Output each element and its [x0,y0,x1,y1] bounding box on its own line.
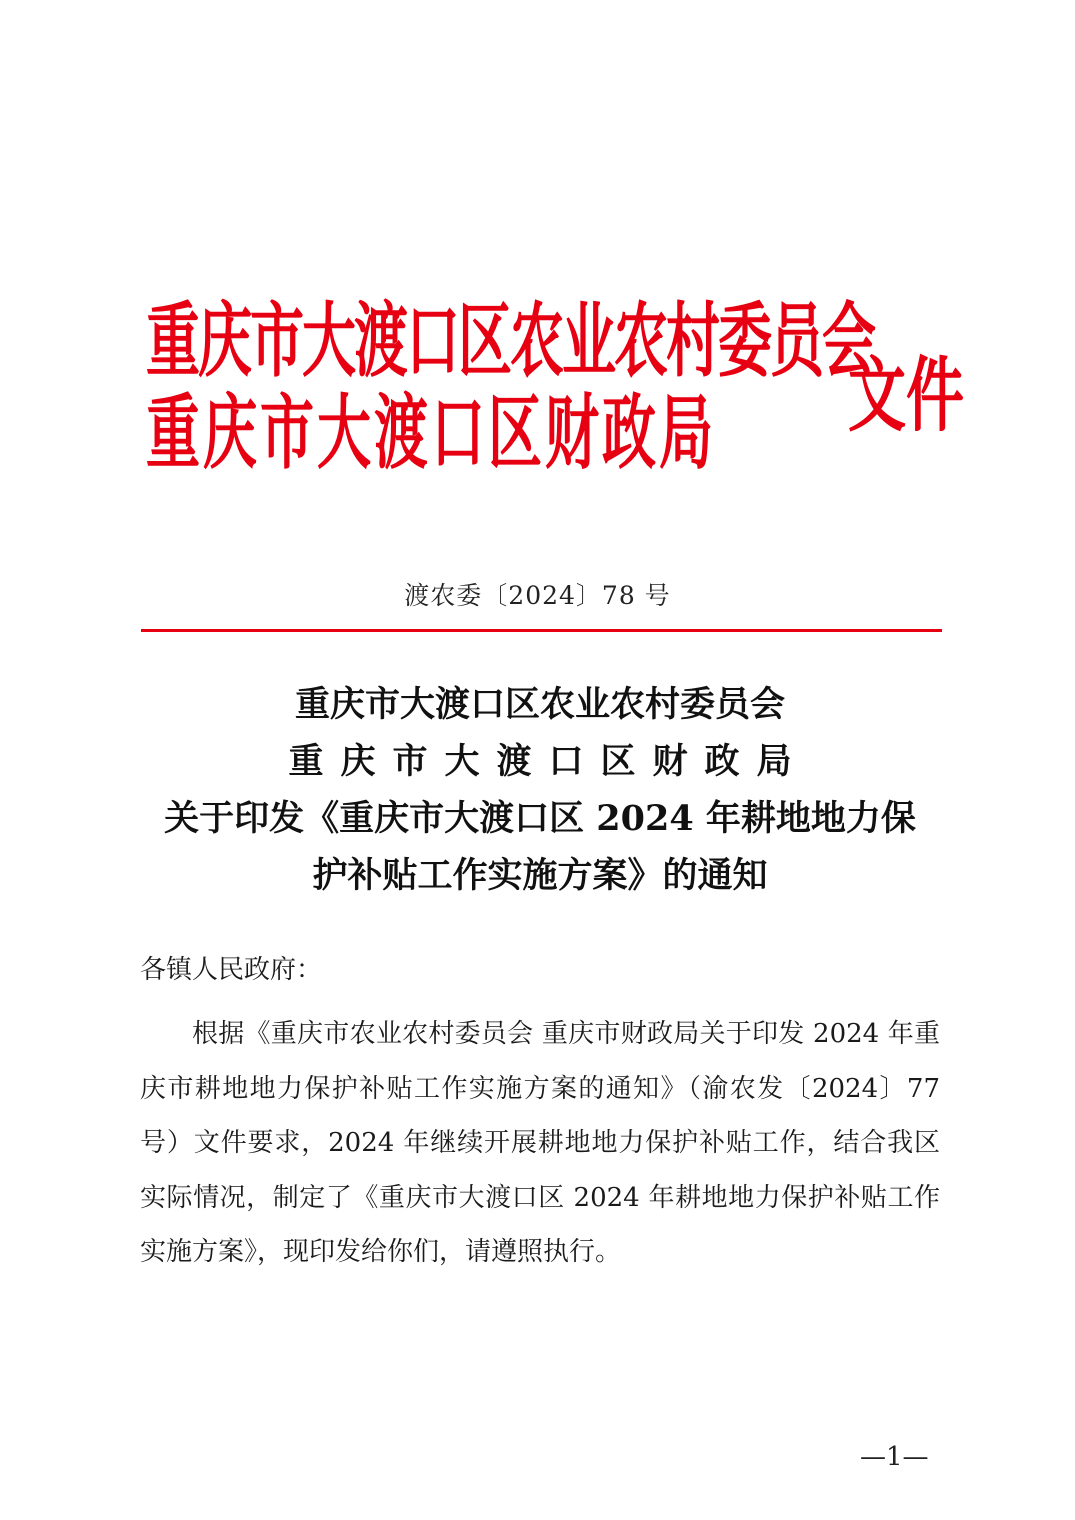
masthead-org-agriculture-committee: 重庆市大渡口区农业农村委员会 [146,292,874,389]
document-title [140,676,940,904]
red-masthead [0,0,1075,520]
title-line-4: 护补贴工作实施方案》的通知 [312,855,768,896]
masthead-issuing-organizations [146,292,874,482]
document-number: 渡农委〔2024〕78 号 [404,581,671,610]
body-paragraph: 根据《重庆市农业农村委员会 重庆市财政局关于印发 2024 年重庆市耕地地力保护补贴工作实施方案的通知》（渝农发〔2024〕77 号）文件要求，2024 年继续开展耕地地力保护补贴工作，结合我区实际情况，制定了《重庆市大渡口区 2024 年耕地地力保护补贴工作实施方案》，现印发给你们，请遵照执行。 [140,1019,940,1267]
masthead-org-finance-bureau: 重庆市大渡口区财政局 [146,384,716,481]
title-line-2: 重庆市大渡口区财政局 [288,741,809,782]
title-line-3: 关于印发《重庆市大渡口区 2024 年耕地地力保 [164,798,916,839]
red-divider-line [141,629,942,632]
masthead-document-suffix: 文件 [848,348,965,444]
addressee: 各镇人民政府： [140,955,323,985]
page-number: —1— [860,1442,929,1472]
title-line-1: 重庆市大渡口区农业农村委员会 [294,684,785,725]
